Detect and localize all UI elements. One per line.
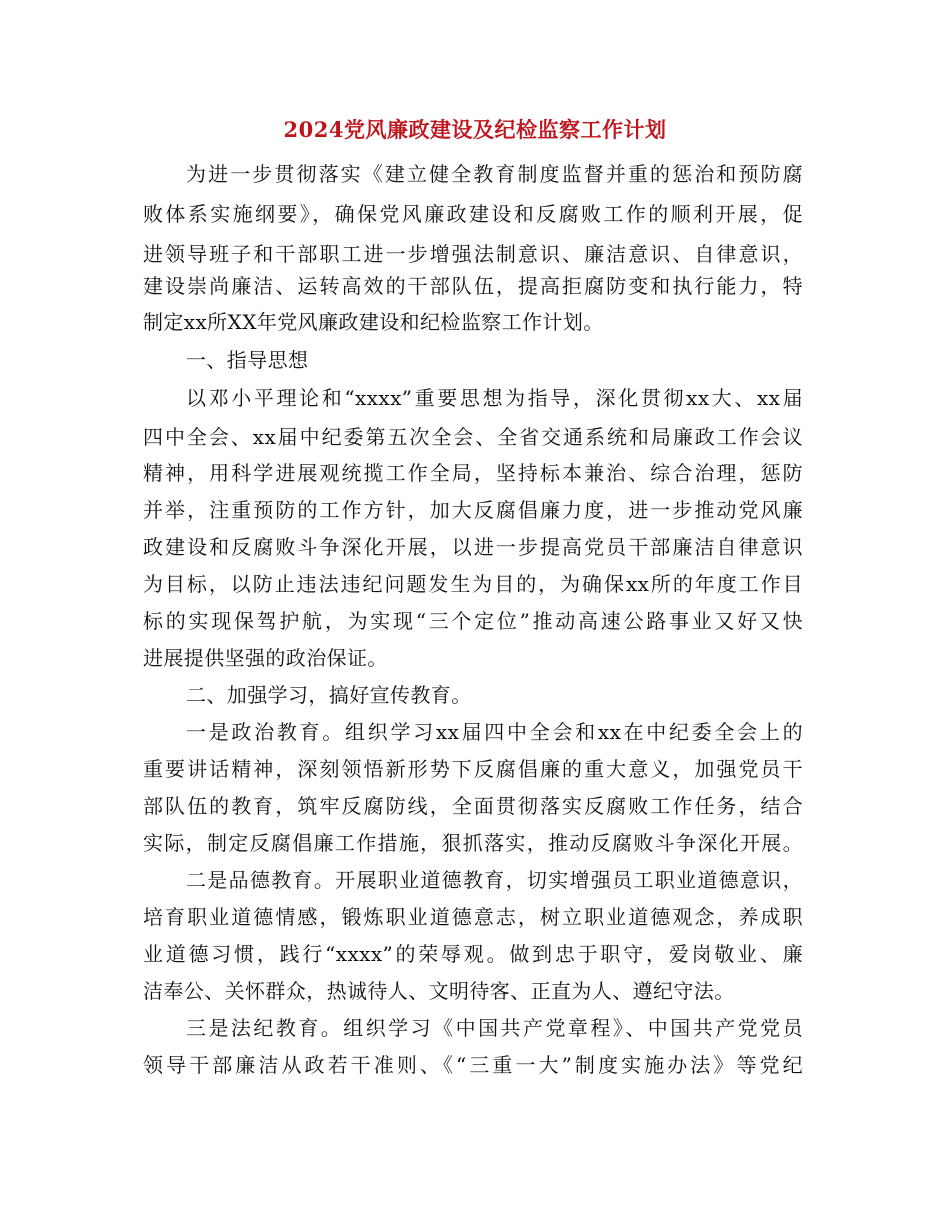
paragraph-line: 重要讲话精神，深刻领悟新形势下反腐倡廉的重大意义，加强党员干 bbox=[143, 757, 803, 781]
paragraph-line: 培育职业道德情感，锻炼职业道德意志，树立职业道德观念，养成职 bbox=[143, 905, 803, 929]
paragraph-line: 进展提供坚强的政治保证。 bbox=[143, 646, 388, 670]
paragraph-line: 领导干部廉洁从政若干准则、《“三重一大”制度实施办法》等党纪 bbox=[143, 1053, 803, 1077]
paragraph-line: 并举，注重预防的工作方针，加大反腐倡廉力度，进一步推动党风廉 bbox=[143, 498, 803, 522]
section-heading: 一、指导思想 bbox=[186, 348, 309, 372]
paragraph-line: 标的实现保驾护航，为实现“三个定位”推动高速公路事业又好又快 bbox=[143, 609, 803, 633]
paragraph-line: 以邓小平理论和“xxxx”重要思想为指导，深化贯彻xx大、xx届 bbox=[186, 386, 803, 410]
paragraph-line: 四中全会、xx届中纪委第五次全会、全省交通系统和局廉政工作会议 bbox=[143, 425, 803, 449]
paragraph-line: 政建设和反腐败斗争深化开展，以进一步提高党员干部廉洁自律意识 bbox=[143, 535, 803, 559]
document-title: 2024党风廉政建设及纪检监察工作计划 bbox=[283, 117, 667, 142]
paragraph-line: 实际，制定反腐倡廉工作措施，狠抓落实，推动反腐败斗争深化开展。 bbox=[143, 831, 803, 855]
paragraph-line: 二是品德教育。开展职业道德教育，切实增强员工职业道德意识， bbox=[186, 868, 803, 892]
paragraph-line: 为进一步贯彻落实《建立健全教育制度监督并重的惩治和预防腐 bbox=[186, 162, 803, 186]
section-heading: 二、加强学习，搞好宣传教育。 bbox=[186, 683, 472, 707]
paragraph-line: 制定xx所XX年党风廉政建设和纪检监察工作计划。 bbox=[143, 310, 604, 334]
paragraph-line: 精神，用科学进展观统揽工作全局，坚持标本兼治、综合治理，惩防 bbox=[143, 461, 803, 485]
paragraph-line: 一是政治教育。组织学习xx届四中全会和xx在中纪委全会上的 bbox=[186, 720, 803, 744]
paragraph-line: 洁奉公、关怀群众，热诚待人、文明待客、正直为人、遵纪守法。 bbox=[143, 979, 735, 1003]
paragraph-line: 部队伍的教育，筑牢反腐防线，全面贯彻落实反腐败工作任务，结合 bbox=[143, 794, 803, 818]
paragraph-line: 败体系实施纲要》，确保党风廉政建设和反腐败工作的顺利开展，促 bbox=[143, 202, 803, 226]
paragraph-line: 为目标，以防止违法违纪问题发生为目的，为确保xx所的年度工作目 bbox=[143, 572, 803, 596]
paragraph-line: 业道德习惯，践行“xxxx”的荣辱观。做到忠于职守，爱岗敬业、廉 bbox=[143, 942, 803, 966]
paragraph-line: 进领导班子和干部职工进一步增强法制意识、廉洁意识、自律意识， bbox=[143, 242, 803, 266]
paragraph-line: 三是法纪教育。组织学习《中国共产党章程》、中国共产党党员 bbox=[186, 1016, 803, 1040]
paragraph-line: 建设崇尚廉洁、运转高效的干部队伍，提高拒腐防变和执行能力，特 bbox=[143, 274, 803, 298]
